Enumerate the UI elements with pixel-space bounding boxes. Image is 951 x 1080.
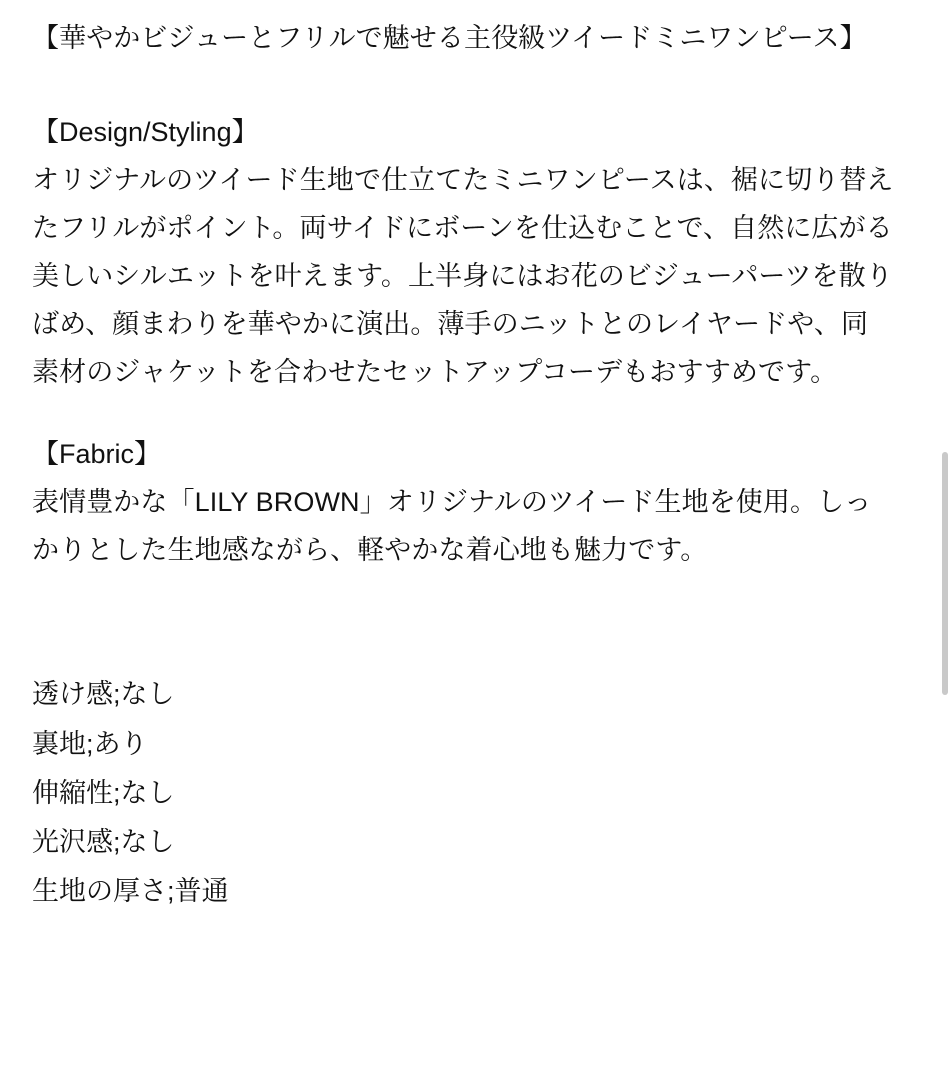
- scrollbar[interactable]: [939, 0, 951, 1080]
- page-title: 【華やかビジューとフリルで魅せる主役級ツイードミニワンピース】: [32, 23, 867, 53]
- scrollbar-thumb[interactable]: [942, 452, 948, 695]
- section-heading-fabric: 【Fabric】: [32, 439, 162, 470]
- section-body-fabric: 表情豊かな「LILY BROWN」オリジナルのツイード生地を使用。しっかりとした生地感ながら、軽やかな着心地も魅力です。: [32, 487, 872, 566]
- list-item: 光沢感;なし: [32, 826, 175, 857]
- spacer: [32, 396, 895, 430]
- spacer: [32, 62, 895, 108]
- list-item: 裏地;あり: [32, 728, 148, 759]
- section-body-design: オリジナルのツイード生地で仕立てたミニワンピースは、裾に切り替えたフリルがポイント。両サイドにボーンを仕込むことで、自然に広がる美しいシルエットを叶えます。上半身にはお花のビジューパーツを散りばめ、顔まわりを華やかに演出。薄手のニットとのレイヤードや、同素材のジャケットを合わせたセットアップコーデもおすすめです。: [32, 165, 894, 388]
- list-item: 透け感;なし: [32, 679, 175, 710]
- list-item: 生地の厚さ;普通: [32, 875, 229, 906]
- list-item: 伸縮性;なし: [32, 777, 175, 808]
- spec-list: [32, 670, 895, 916]
- section-heading-design: 【Design/Styling】: [32, 117, 259, 148]
- spacer: [32, 574, 895, 670]
